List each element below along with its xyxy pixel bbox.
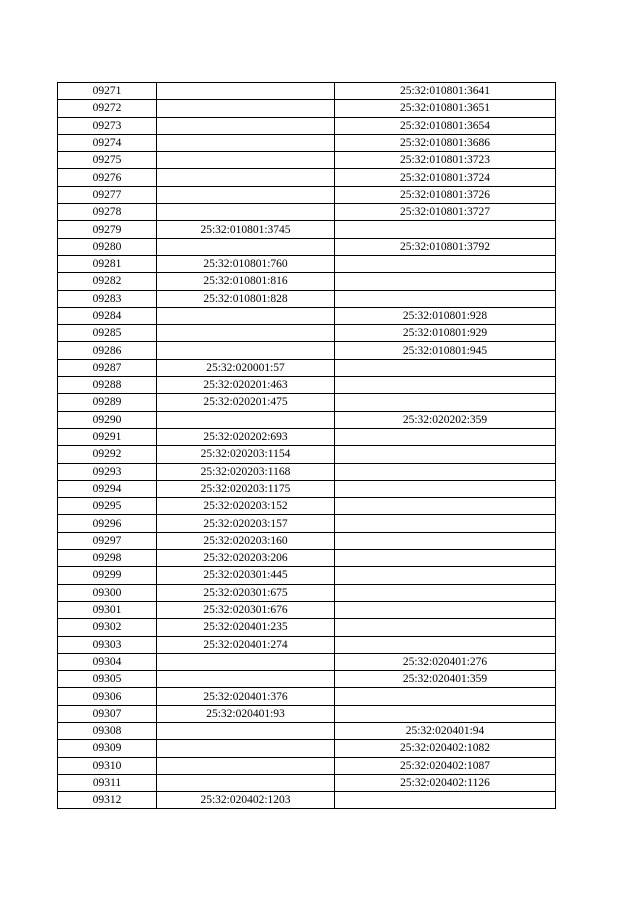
table-row	[58, 515, 556, 532]
cadastral-number-cell-right	[335, 377, 556, 394]
cadastral-number-cell-left	[157, 757, 335, 774]
cadastral-number-cell-right	[335, 636, 556, 653]
cadastral-table	[57, 82, 556, 809]
table-row	[58, 636, 556, 653]
cadastral-number-cell-right	[335, 428, 556, 445]
cadastral-number-cell-left: 25:32:020301:676	[157, 601, 335, 618]
table-row	[58, 83, 556, 100]
row-number-cell: 09290	[58, 411, 157, 428]
table-row	[58, 428, 556, 445]
table-row	[58, 394, 556, 411]
cadastral-number-cell-right: 25:32:020401:276	[335, 653, 556, 670]
table-row	[58, 619, 556, 636]
cadastral-number-cell-left: 25:32:020203:1154	[157, 446, 335, 463]
table-row	[58, 290, 556, 307]
row-number-cell: 09294	[58, 480, 157, 497]
cadastral-number-cell-left	[157, 722, 335, 739]
cadastral-number-cell-left	[157, 325, 335, 342]
cadastral-number-cell-left: 25:32:010801:760	[157, 255, 335, 272]
row-number-cell: 09305	[58, 671, 157, 688]
row-number-cell: 09307	[58, 705, 157, 722]
cadastral-number-cell-right: 25:32:010801:929	[335, 325, 556, 342]
cadastral-number-cell-right	[335, 221, 556, 238]
cadastral-number-cell-left: 25:32:020203:157	[157, 515, 335, 532]
table-row	[58, 411, 556, 428]
table-row	[58, 377, 556, 394]
cadastral-number-cell-left	[157, 117, 335, 134]
row-number-cell: 09306	[58, 688, 157, 705]
cadastral-number-cell-left: 25:32:020201:463	[157, 377, 335, 394]
table-row	[58, 705, 556, 722]
table-body	[58, 83, 556, 809]
cadastral-number-cell-right	[335, 584, 556, 601]
cadastral-number-cell-left: 25:32:020201:475	[157, 394, 335, 411]
cadastral-number-cell-right	[335, 480, 556, 497]
cadastral-number-cell-right: 25:32:010801:928	[335, 307, 556, 324]
row-number-cell: 09283	[58, 290, 157, 307]
row-number-cell: 09279	[58, 221, 157, 238]
cadastral-number-cell-right	[335, 290, 556, 307]
cadastral-number-cell-left: 25:32:020401:93	[157, 705, 335, 722]
row-number-cell: 09304	[58, 653, 157, 670]
row-number-cell: 09299	[58, 567, 157, 584]
cadastral-number-cell-right	[335, 532, 556, 549]
table-row	[58, 740, 556, 757]
cadastral-number-cell-left	[157, 100, 335, 117]
cadastral-number-cell-left	[157, 186, 335, 203]
table-row	[58, 671, 556, 688]
table-row	[58, 359, 556, 376]
row-number-cell: 09298	[58, 550, 157, 567]
table-row	[58, 134, 556, 151]
cadastral-number-cell-left: 25:32:010801:3745	[157, 221, 335, 238]
cadastral-number-cell-right	[335, 446, 556, 463]
cadastral-number-cell-right	[335, 688, 556, 705]
cadastral-number-cell-left	[157, 774, 335, 791]
table-row	[58, 757, 556, 774]
cadastral-number-cell-right: 25:32:020402:1126	[335, 774, 556, 791]
table-row	[58, 601, 556, 618]
table-row	[58, 169, 556, 186]
cadastral-number-cell-left: 25:32:020203:160	[157, 532, 335, 549]
cadastral-number-cell-left	[157, 307, 335, 324]
row-number-cell: 09282	[58, 273, 157, 290]
cadastral-number-cell-right: 25:32:010801:3641	[335, 83, 556, 100]
table-row	[58, 446, 556, 463]
row-number-cell: 09276	[58, 169, 157, 186]
table-row	[58, 325, 556, 342]
cadastral-number-cell-right	[335, 463, 556, 480]
table-row	[58, 463, 556, 480]
row-number-cell: 09287	[58, 359, 157, 376]
cadastral-number-cell-left	[157, 204, 335, 221]
row-number-cell: 09296	[58, 515, 157, 532]
cadastral-number-cell-left: 25:32:020401:274	[157, 636, 335, 653]
cadastral-number-cell-right	[335, 498, 556, 515]
row-number-cell: 09301	[58, 601, 157, 618]
cadastral-number-cell-right: 25:32:010801:3651	[335, 100, 556, 117]
table-row	[58, 100, 556, 117]
cadastral-number-cell-left	[157, 671, 335, 688]
cadastral-number-cell-left: 25:32:020301:675	[157, 584, 335, 601]
cadastral-number-cell-left: 25:32:020203:206	[157, 550, 335, 567]
row-number-cell: 09272	[58, 100, 157, 117]
table-row	[58, 186, 556, 203]
row-number-cell: 09295	[58, 498, 157, 515]
row-number-cell: 09297	[58, 532, 157, 549]
cadastral-number-cell-left: 25:32:020001:57	[157, 359, 335, 376]
cadastral-number-cell-right: 25:32:020401:359	[335, 671, 556, 688]
cadastral-number-cell-right	[335, 550, 556, 567]
table-row	[58, 792, 556, 809]
table-row	[58, 204, 556, 221]
table-row	[58, 722, 556, 739]
table-row	[58, 342, 556, 359]
cadastral-number-cell-right	[335, 255, 556, 272]
row-number-cell: 09278	[58, 204, 157, 221]
table-row	[58, 255, 556, 272]
cadastral-number-cell-left	[157, 152, 335, 169]
cadastral-number-cell-right	[335, 619, 556, 636]
table-row	[58, 532, 556, 549]
row-number-cell: 09303	[58, 636, 157, 653]
row-number-cell: 09291	[58, 428, 157, 445]
table-row	[58, 498, 556, 515]
cadastral-number-cell-right	[335, 515, 556, 532]
cadastral-number-cell-left	[157, 169, 335, 186]
cadastral-number-cell-right: 25:32:010801:3654	[335, 117, 556, 134]
table-row	[58, 584, 556, 601]
row-number-cell: 09309	[58, 740, 157, 757]
cadastral-number-cell-left: 25:32:010801:828	[157, 290, 335, 307]
row-number-cell: 09288	[58, 377, 157, 394]
row-number-cell: 09293	[58, 463, 157, 480]
cadastral-number-cell-left: 25:32:020301:445	[157, 567, 335, 584]
cadastral-number-cell-left: 25:32:020203:152	[157, 498, 335, 515]
cadastral-number-cell-right: 25:32:010801:3723	[335, 152, 556, 169]
table-row	[58, 221, 556, 238]
table-row	[58, 480, 556, 497]
cadastral-number-cell-left: 25:32:020203:1175	[157, 480, 335, 497]
cadastral-number-cell-right	[335, 273, 556, 290]
table-row	[58, 653, 556, 670]
row-number-cell: 09286	[58, 342, 157, 359]
cadastral-number-cell-left	[157, 83, 335, 100]
table-row	[58, 238, 556, 255]
row-number-cell: 09300	[58, 584, 157, 601]
row-number-cell: 09273	[58, 117, 157, 134]
row-number-cell: 09312	[58, 792, 157, 809]
table-row	[58, 567, 556, 584]
row-number-cell: 09271	[58, 83, 157, 100]
cadastral-number-cell-left	[157, 238, 335, 255]
row-number-cell: 09292	[58, 446, 157, 463]
table-row	[58, 774, 556, 791]
row-number-cell: 09274	[58, 134, 157, 151]
cadastral-number-cell-right	[335, 359, 556, 376]
table-row	[58, 307, 556, 324]
table-row	[58, 273, 556, 290]
row-number-cell: 09311	[58, 774, 157, 791]
table-row	[58, 152, 556, 169]
cadastral-number-cell-right	[335, 705, 556, 722]
row-number-cell: 09280	[58, 238, 157, 255]
cadastral-number-cell-left	[157, 653, 335, 670]
cadastral-number-cell-left: 25:32:020401:235	[157, 619, 335, 636]
cadastral-number-cell-right	[335, 601, 556, 618]
cadastral-number-cell-right	[335, 394, 556, 411]
row-number-cell: 09277	[58, 186, 157, 203]
cadastral-number-cell-left	[157, 134, 335, 151]
row-number-cell: 09281	[58, 255, 157, 272]
cadastral-number-cell-right: 25:32:020402:1082	[335, 740, 556, 757]
cadastral-number-cell-right: 25:32:020202:359	[335, 411, 556, 428]
table-row	[58, 117, 556, 134]
cadastral-number-cell-left: 25:32:010801:816	[157, 273, 335, 290]
row-number-cell: 09275	[58, 152, 157, 169]
cadastral-number-cell-left	[157, 740, 335, 757]
cadastral-number-cell-right: 25:32:020402:1087	[335, 757, 556, 774]
cadastral-number-cell-right	[335, 792, 556, 809]
row-number-cell: 09310	[58, 757, 157, 774]
cadastral-number-cell-left: 25:32:020203:1168	[157, 463, 335, 480]
row-number-cell: 09285	[58, 325, 157, 342]
table-row	[58, 550, 556, 567]
cadastral-number-cell-right: 25:32:010801:3724	[335, 169, 556, 186]
table-row	[58, 688, 556, 705]
cadastral-number-cell-right: 25:32:010801:945	[335, 342, 556, 359]
cadastral-number-cell-left: 25:32:020401:376	[157, 688, 335, 705]
row-number-cell: 09302	[58, 619, 157, 636]
row-number-cell: 09284	[58, 307, 157, 324]
cadastral-number-cell-left: 25:32:020202:693	[157, 428, 335, 445]
cadastral-number-cell-right: 25:32:010801:3686	[335, 134, 556, 151]
cadastral-number-cell-right: 25:32:020401:94	[335, 722, 556, 739]
row-number-cell: 09289	[58, 394, 157, 411]
cadastral-number-cell-right: 25:32:010801:3727	[335, 204, 556, 221]
cadastral-number-cell-left	[157, 411, 335, 428]
cadastral-number-cell-left: 25:32:020402:1203	[157, 792, 335, 809]
cadastral-number-cell-right: 25:32:010801:3792	[335, 238, 556, 255]
cadastral-number-cell-right: 25:32:010801:3726	[335, 186, 556, 203]
cadastral-number-cell-right	[335, 567, 556, 584]
row-number-cell: 09308	[58, 722, 157, 739]
cadastral-number-cell-left	[157, 342, 335, 359]
